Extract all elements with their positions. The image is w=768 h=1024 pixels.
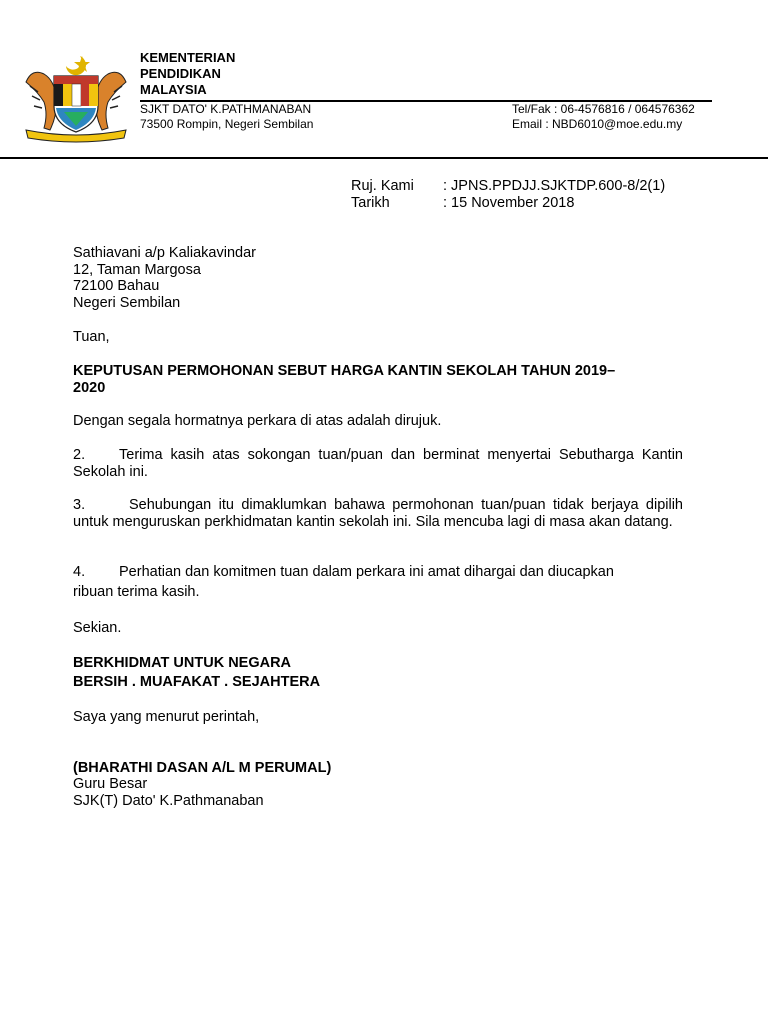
paragraph-number: 2. [73,447,86,463]
opening-line: Dengan segala hormatnya perkara di atas adalah dirujuk. [73,413,442,429]
recipient-address [73,245,256,311]
paragraph-number: 3. [73,497,86,513]
closing: Sekian. [73,620,122,636]
paragraph-4 [73,564,614,581]
coat-of-arms-icon [20,52,132,144]
sign-off: Saya yang menurut perintah, [73,709,260,725]
ref-label: Ruj. Kami [351,178,414,194]
salutation: Tuan, [73,329,110,345]
subject [73,363,615,396]
paragraph-3 [73,497,683,530]
paragraph-text: Terima kasih atas sokongan tuan/puan dan berminat menyertai Sebutharga Kantin Sekolah ini. [73,447,683,480]
paragraph-4-continued: ribuan terima kasih. [73,584,200,600]
ministry-line: MALAYSIA [140,82,207,97]
recipient-line: Negeri Sembilan [73,294,181,311]
paragraph-number: 4. [73,564,86,580]
page-divider [0,157,768,159]
school-address: 73500 Rompin, Negeri Sembilan [140,117,314,131]
recipient-line: 72100 Bahau [73,278,160,294]
ministry-name [140,50,235,98]
motto-line: BERKHIDMAT UNTUK NEGARA [73,655,292,671]
email: Email : NBD6010@moe.edu.my [512,117,683,131]
recipient-line: Sathiavani a/p Kaliakavindar [73,245,256,261]
signatory-title: Guru Besar [73,776,148,792]
subject-line: KEPUTUSAN PERMOHONAN SEBUT HARGA KANTIN SEKOLAH TAHUN 2019– [73,363,616,379]
paragraph-2 [73,447,683,480]
ministry-line: KEMENTERIAN [140,50,236,65]
date-value: : 15 November 2018 [443,195,575,211]
ministry-line: PENDIDIKAN [140,66,221,81]
ref-value: : JPNS.PPDJJ.SJKTDP.600-8/2(1) [443,178,666,194]
tel-fax: Tel/Fak : 06-4576816 / 064576362 [512,102,695,116]
recipient-line: 12, Taman Margosa [73,261,201,278]
paragraph-text: Perhatian dan komitmen tuan dalam perkara ini amat dihargai dan diucapkan [119,564,614,580]
motto [73,654,320,692]
school-name: SJKT DATO' K.PATHMANABAN [140,102,312,116]
subject-line: 2020 [73,379,106,396]
signatory-school: SJK(T) Dato' K.Pathmanaban [73,793,264,809]
motto-line: BERSIH . MUAFAKAT . SEJAHTERA [73,674,321,690]
paragraph-text: Sehubungan itu dimaklumkan bahawa permohonan tuan/puan tidak berjaya dipilih untuk menguruskan perkhidmatan kantin sekolah ini. Sila mencuba lagi di masa akan datang. [73,497,683,530]
date-label: Tarikh [351,195,390,211]
signatory-name: (BHARATHI DASAN A/L M PERUMAL) [73,760,332,776]
